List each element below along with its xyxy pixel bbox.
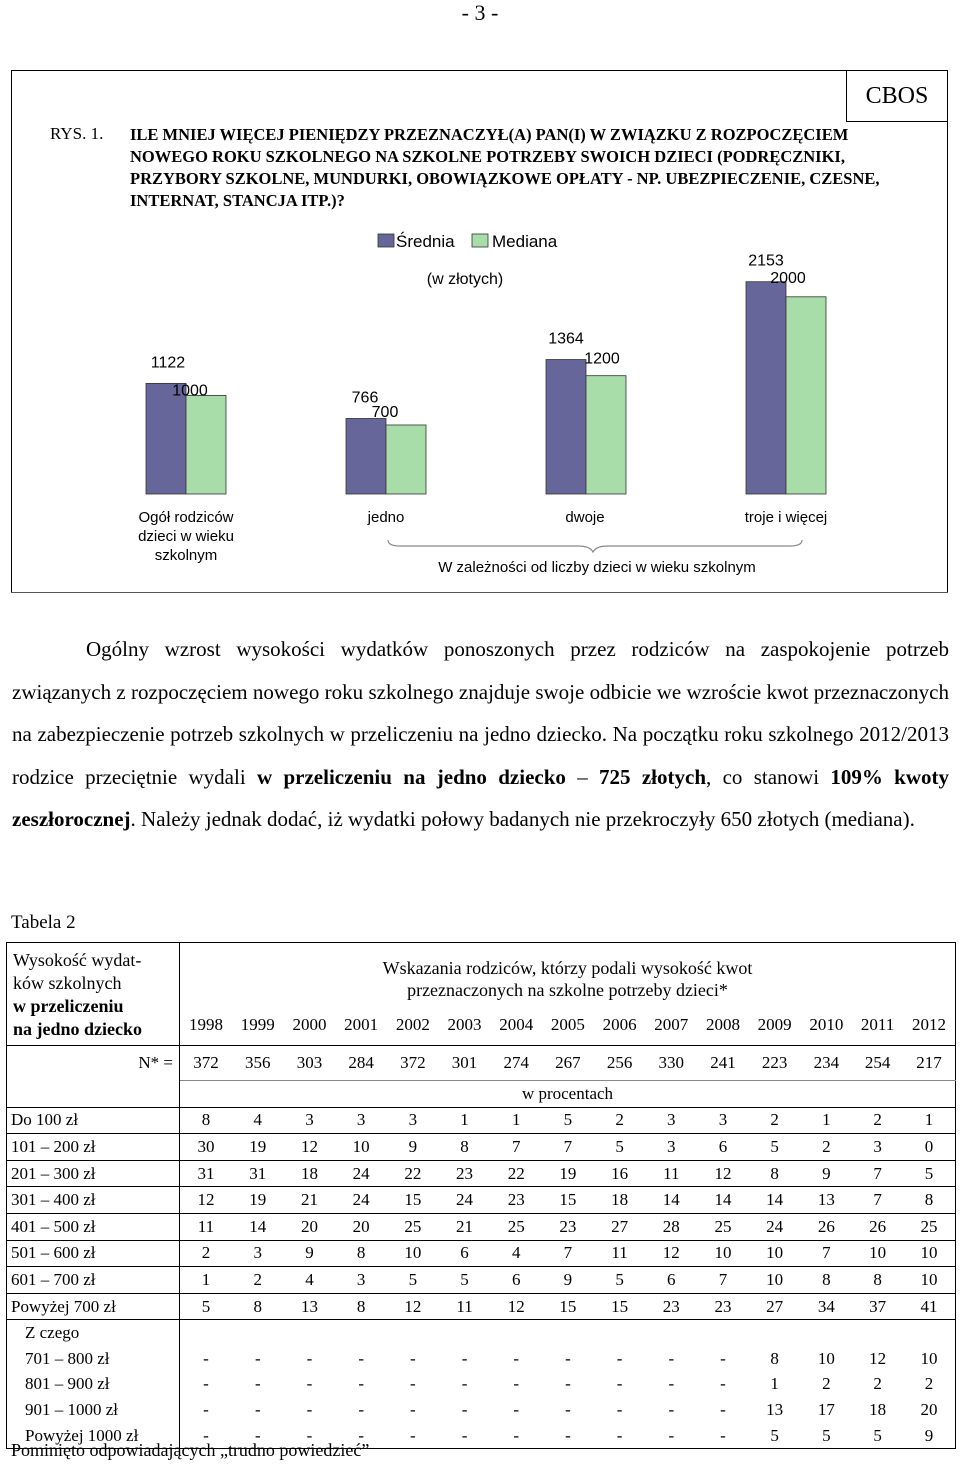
n-label: N* = (7, 1046, 180, 1081)
sub-row-cell: - (335, 1423, 387, 1449)
sub-row-cell: 1 (770, 1374, 779, 1394)
row-cell: 18 (594, 1187, 646, 1214)
row-cell: 24 (335, 1160, 387, 1187)
para-bold-1: w przeliczeniu na jedno dziecko (257, 764, 566, 789)
row-cell: 1 (180, 1267, 232, 1294)
row-label: 201 – 300 zł (7, 1160, 180, 1187)
row-cell: 2 (594, 1107, 646, 1134)
row-cell: 8 (180, 1107, 232, 1134)
sub-row-label: 701 – 800 zł (7, 1346, 180, 1372)
row-cell: 3 (697, 1107, 749, 1134)
sub-row-cell: - (254, 1374, 261, 1394)
row-cell: 10 (387, 1240, 439, 1267)
row-cell: 4 (284, 1267, 336, 1294)
legend-swatch-mediana (472, 234, 488, 247)
sub-row-cell: - (180, 1423, 232, 1449)
row-cell: 3 (232, 1240, 284, 1267)
sub-row-cell: - (254, 1399, 261, 1419)
para-text-2: – (565, 764, 600, 789)
chart-legend (378, 232, 558, 251)
category-label-2: dwoje (565, 509, 605, 526)
percent-spacer (7, 1081, 180, 1108)
n-cell: 372 (387, 1046, 439, 1081)
expenses-table (6, 942, 956, 1449)
n-cell: 241 (697, 1046, 749, 1081)
row-cell: 1 (801, 1107, 853, 1134)
sub-row-cell: - (461, 1348, 468, 1368)
row-cell: 5 (594, 1134, 646, 1161)
year-cell: 2007 (645, 1006, 697, 1046)
year-cell: 2011 (852, 1006, 903, 1046)
category-label-0-line-0: Ogół rodziców (138, 509, 234, 526)
row-cell: 24 (749, 1213, 801, 1240)
year-cell: 2012 (903, 1006, 956, 1046)
sub-row-cell: 10 (903, 1346, 956, 1372)
row-cell: 21 (284, 1187, 336, 1214)
table-row (7, 1134, 956, 1161)
value-label-mediana-3: 2000 (770, 269, 806, 287)
sub-row (7, 1346, 956, 1372)
row-cell: 5 (387, 1267, 439, 1294)
row-cell: 7 (697, 1267, 749, 1294)
sub-row-cell: - (565, 1348, 571, 1368)
row-label: Do 100 zł (7, 1107, 180, 1134)
row-cell: 22 (387, 1160, 439, 1187)
sub-row-cell: - (565, 1399, 571, 1419)
sub-row-cell: - (358, 1374, 364, 1394)
sub-row-cell: - (439, 1423, 491, 1449)
category-label-0-line-1: dzieci w wieku (138, 528, 234, 545)
row-cell: 2 (852, 1107, 903, 1134)
year-cell: 2004 (490, 1006, 542, 1046)
n-row (7, 1046, 956, 1081)
sub-row-cell: - (668, 1374, 675, 1394)
row-cell: 15 (594, 1293, 646, 1320)
sub-label: Z czego (7, 1320, 180, 1346)
row-cell: 15 (542, 1293, 594, 1320)
n-cell: 267 (542, 1046, 594, 1081)
row-cell: 25 (903, 1213, 956, 1240)
row-cell: 6 (490, 1267, 542, 1294)
n-cell: 284 (335, 1046, 387, 1081)
figure-label: RYS. 1. (50, 124, 104, 143)
row-cell: 25 (387, 1213, 439, 1240)
row-cell: 12 (284, 1134, 336, 1161)
row-cell: 8 (801, 1267, 853, 1294)
row-cell: 11 (594, 1240, 646, 1267)
table-row (7, 1187, 956, 1214)
row-cell: 12 (387, 1293, 439, 1320)
year-cell: 2003 (439, 1006, 491, 1046)
row-cell: 16 (594, 1160, 646, 1187)
row-cell: 26 (801, 1213, 853, 1240)
year-cell: 2001 (335, 1006, 387, 1046)
row-cell: 19 (232, 1187, 284, 1214)
category-label-1: jedno (367, 509, 405, 526)
sub-header-row (7, 1320, 956, 1346)
para-text-1: Ogólny wzrost wysokości wydatków ponoszonych przez rodziców na zaspokojenie potrzeb związanych z rozpoczęciem nowego roku szkolnego znajduje swoje odbicie we wzroście kwot przeznaczonych na zabezpieczenie potrzeb szkolnych w przeliczeniu na jedno dziecko. Na początku roku szkolnego 2012/2013 rodzice przeciętnie wydali (12, 637, 949, 789)
sub-row-cell: 20 (903, 1397, 956, 1423)
n-cell: 356 (232, 1046, 284, 1081)
row-cell: 5 (749, 1134, 801, 1161)
row-cell: 24 (439, 1187, 491, 1214)
row-cell: 31 (180, 1160, 232, 1187)
row-cell: 12 (697, 1160, 749, 1187)
bar-mediana-3 (786, 297, 826, 494)
year-cell: 2010 (801, 1006, 853, 1046)
sub-row-cell: - (616, 1374, 623, 1394)
table-row (7, 1213, 956, 1240)
header-top-line: Wskazania rodziców, którzy podali wysokość kwot (382, 958, 753, 979)
row-label: 301 – 400 zł (7, 1187, 180, 1214)
header-left-line: w przeliczeniu (13, 996, 124, 1016)
table-caption: Tabela 2 (11, 912, 76, 933)
row-cell: 4 (232, 1107, 284, 1134)
legend-swatch-srednia (378, 234, 394, 247)
row-cell: 20 (284, 1213, 336, 1240)
row-cell: 14 (749, 1187, 801, 1214)
brace-label: W zależności od liczby dzieci w wieku szkolnym (438, 559, 756, 576)
header-left-line: na jedno dziecko (13, 1019, 143, 1039)
n-cell: 223 (749, 1046, 801, 1081)
bar-mediana-2 (586, 376, 626, 494)
sub-row-cell: - (542, 1423, 594, 1449)
sub-row-cell: - (490, 1423, 542, 1449)
row-cell: 14 (645, 1187, 697, 1214)
value-label-srednia-0: 1122 (150, 354, 186, 372)
sub-row-cell: 8 (770, 1348, 779, 1368)
value-label-mediana-2: 1200 (584, 350, 620, 368)
sub-row-cell: - (410, 1399, 416, 1419)
table-row (7, 1293, 956, 1320)
bar-mediana-1 (386, 425, 426, 494)
sub-row (7, 1372, 956, 1398)
sub-row-cell: 2 (903, 1372, 956, 1398)
n-cell: 372 (180, 1046, 232, 1081)
row-cell: 2 (232, 1267, 284, 1294)
row-cell: 10 (335, 1134, 387, 1161)
row-cell: 21 (439, 1213, 491, 1240)
row-cell: 2 (801, 1134, 853, 1161)
n-cell: 301 (439, 1046, 491, 1081)
row-cell: 23 (697, 1293, 749, 1320)
sub-row-cell: - (203, 1374, 209, 1394)
sub-row-cell: 5 (852, 1423, 903, 1449)
row-cell: 8 (439, 1134, 491, 1161)
row-cell: 5 (180, 1293, 232, 1320)
row-label: 401 – 500 zł (7, 1213, 180, 1240)
sub-row-cell: 17 (817, 1399, 835, 1419)
row-cell: 31 (232, 1160, 284, 1187)
para-bold-2: 725 złotych (599, 764, 707, 789)
row-cell: 8 (903, 1187, 956, 1214)
row-cell: 7 (490, 1134, 542, 1161)
row-label: 601 – 700 zł (7, 1267, 180, 1294)
row-cell: 20 (335, 1213, 387, 1240)
row-cell: 7 (852, 1160, 903, 1187)
year-cell: 2008 (697, 1006, 749, 1046)
bar-chart (0, 0, 960, 600)
row-cell: 5 (903, 1160, 956, 1187)
table-row (7, 1267, 956, 1294)
sub-spacer (180, 1320, 956, 1346)
bar-srednia-1 (346, 418, 386, 494)
year-cell: 2009 (749, 1006, 801, 1046)
row-cell: 23 (645, 1293, 697, 1320)
n-cell: 303 (284, 1046, 336, 1081)
row-cell: 9 (387, 1134, 439, 1161)
row-cell: 13 (801, 1187, 853, 1214)
category-label-0-line-2: szkolnym (154, 547, 218, 564)
year-cell: 2005 (542, 1006, 594, 1046)
sub-row-cell: - (358, 1399, 364, 1419)
sub-row-label: Powyżej 1000 zł (7, 1423, 180, 1449)
legend-label-mediana: Mediana (492, 232, 558, 251)
header-row (7, 943, 956, 1006)
sub-row-cell: - (461, 1399, 468, 1419)
row-cell: 2 (749, 1107, 801, 1134)
row-cell: 9 (284, 1240, 336, 1267)
bar-srednia-3 (746, 282, 786, 494)
year-cell: 2006 (594, 1006, 646, 1046)
row-cell: 11 (439, 1293, 491, 1320)
sub-row-cell: - (461, 1374, 468, 1394)
row-cell: 19 (232, 1134, 284, 1161)
sub-row-cell: - (616, 1399, 623, 1419)
n-cell: 254 (852, 1046, 903, 1081)
sub-row-cell: - (616, 1348, 623, 1368)
row-cell: 3 (335, 1107, 387, 1134)
row-cell: 26 (852, 1213, 903, 1240)
sub-row-cell: - (306, 1348, 313, 1368)
row-cell: 37 (852, 1293, 903, 1320)
row-label: Powyżej 700 zł (7, 1293, 180, 1320)
sub-row-cell: - (410, 1374, 416, 1394)
row-cell: 12 (490, 1293, 542, 1320)
row-cell: 28 (645, 1213, 697, 1240)
category-label-3: troje i więcej (744, 509, 828, 526)
row-cell: 25 (697, 1213, 749, 1240)
row-cell: 3 (852, 1134, 903, 1161)
body-paragraph (12, 628, 949, 841)
chart-unit: (w złotych) (426, 271, 504, 288)
sub-row-cell: - (232, 1423, 284, 1449)
sub-row-cell: - (645, 1423, 697, 1449)
row-cell: 1 (439, 1107, 491, 1134)
row-cell: 7 (852, 1187, 903, 1214)
year-cell: 2000 (284, 1006, 336, 1046)
row-cell: 3 (335, 1267, 387, 1294)
row-cell: 10 (697, 1240, 749, 1267)
table-note: Pominięto odpowiadających „trudno powiedzieć” (11, 1440, 370, 1460)
bar-srednia-0 (146, 383, 186, 494)
sub-row-cell: 5 (801, 1423, 853, 1449)
sub-row-cell: - (668, 1399, 675, 1419)
sub-row-label: 801 – 900 zł (7, 1372, 180, 1398)
row-cell: 6 (645, 1267, 697, 1294)
row-cell: 7 (542, 1134, 594, 1161)
sub-row-cell: - (306, 1399, 313, 1419)
sub-row (7, 1397, 956, 1423)
cbos-badge: CBOS (846, 70, 948, 122)
sub-row-cell: - (254, 1348, 261, 1368)
row-cell: 27 (749, 1293, 801, 1320)
row-cell: 8 (335, 1293, 387, 1320)
row-cell: 4 (490, 1240, 542, 1267)
row-cell: 11 (645, 1160, 697, 1187)
row-cell: 5 (594, 1267, 646, 1294)
bar-srednia-2 (546, 360, 586, 494)
bar-mediana-0 (186, 395, 226, 494)
legend-label-srednia: Średnia (396, 232, 455, 251)
row-label: 501 – 600 zł (7, 1240, 180, 1267)
n-cell: 330 (645, 1046, 697, 1081)
row-cell: 30 (180, 1134, 232, 1161)
sub-row-cell: 2 (822, 1374, 831, 1394)
sub-row-cell: - (697, 1423, 749, 1449)
sub-row-cell: - (720, 1348, 726, 1368)
sub-row-cell: - (513, 1374, 520, 1394)
row-cell: 3 (645, 1134, 697, 1161)
row-cell: 34 (801, 1293, 853, 1320)
value-label-srednia-3: 2153 (748, 252, 784, 270)
row-cell: 8 (335, 1240, 387, 1267)
sub-row-cell: - (513, 1399, 520, 1419)
row-cell: 41 (903, 1293, 956, 1320)
row-cell: 3 (645, 1107, 697, 1134)
row-cell: 14 (697, 1187, 749, 1214)
header-top (180, 943, 956, 1006)
table-row (7, 1107, 956, 1134)
header-left-line: Wysokość wydat- (13, 950, 142, 970)
row-cell: 15 (387, 1187, 439, 1214)
sub-row-cell: - (358, 1348, 364, 1368)
sub-row-cell: 18 (869, 1399, 887, 1419)
row-cell: 7 (801, 1240, 853, 1267)
header-left (7, 943, 180, 1046)
row-cell: 27 (594, 1213, 646, 1240)
row-cell: 14 (232, 1213, 284, 1240)
sub-row-cell: - (387, 1423, 439, 1449)
year-cell: 1998 (180, 1006, 232, 1046)
row-cell: 3 (387, 1107, 439, 1134)
row-cell: 11 (180, 1213, 232, 1240)
n-cell: 274 (490, 1046, 542, 1081)
value-label-srednia-2: 1364 (548, 330, 584, 348)
sub-row-cell: 12 (869, 1348, 887, 1368)
table-row (7, 1160, 956, 1187)
row-cell: 10 (749, 1267, 801, 1294)
sub-row-cell: - (720, 1399, 726, 1419)
row-cell: 23 (490, 1187, 542, 1214)
row-cell: 8 (749, 1160, 801, 1187)
row-cell: 15 (542, 1187, 594, 1214)
row-label: 101 – 200 zł (7, 1134, 180, 1161)
sub-row-cell: - (410, 1348, 416, 1368)
n-cell: 217 (903, 1046, 956, 1081)
row-cell: 10 (749, 1240, 801, 1267)
sub-row-cell: - (720, 1374, 726, 1394)
row-cell: 18 (284, 1160, 336, 1187)
percent-row (7, 1081, 956, 1108)
row-cell: 19 (542, 1160, 594, 1187)
page-number: - 3 - (461, 0, 499, 25)
value-label-mediana-0: 1000 (172, 382, 208, 400)
row-cell: 5 (542, 1107, 594, 1134)
row-cell: 3 (284, 1107, 336, 1134)
row-cell: 23 (439, 1160, 491, 1187)
row-cell: 12 (645, 1240, 697, 1267)
row-cell: 5 (439, 1267, 491, 1294)
row-cell: 2 (180, 1240, 232, 1267)
row-cell: 9 (801, 1160, 853, 1187)
header-left-line: ków szkolnych (13, 973, 122, 993)
value-label-srednia-1: 766 (351, 389, 379, 407)
para-text-4: . Należy jednak dodać, iż wydatki połowy badanych nie przekroczyły 650 złotych (mediana). (130, 807, 915, 831)
survey-question: ILE MNIEJ WIĘCEJ PIENIĘDZY PRZEZNACZYŁ(A) PAN(I) W ZWIĄZKU Z ROZPOCZĘCIEM NOWEGO ROKU SZKOLNEGO NA SZKOLNE POTRZEBY SWOICH DZIECI (PODRĘCZNIKI, PRZYBORY SZKOLNE, MUNDURKI, OBOWIĄZKOWE OPŁATY - NP. UBEZPIECZENIE, CZESNE, INTERNAT, STANCJA ITP.)? (130, 125, 880, 210)
row-cell: 8 (232, 1293, 284, 1320)
row-cell: 0 (903, 1134, 956, 1161)
row-cell: 10 (852, 1240, 903, 1267)
row-cell: 24 (335, 1187, 387, 1214)
row-cell: 13 (284, 1293, 336, 1320)
para-bold-3: 109% kwoty zeszłorocznej (12, 764, 950, 831)
n-cell: 256 (594, 1046, 646, 1081)
sub-row-cell: 5 (749, 1423, 801, 1449)
row-cell: 6 (697, 1134, 749, 1161)
value-label-mediana-1: 700 (371, 403, 399, 421)
sub-row-cell: - (594, 1423, 646, 1449)
table-row (7, 1240, 956, 1267)
header-top-line: przeznaczonych na szkolne potrzeby dzieci* (407, 980, 728, 1001)
year-cell: 1999 (232, 1006, 284, 1046)
sub-row-cell: - (513, 1348, 520, 1368)
n-cell: 234 (801, 1046, 853, 1081)
sub-row-cell: - (306, 1374, 313, 1394)
sub-row-cell: - (668, 1348, 675, 1368)
row-cell: 6 (439, 1240, 491, 1267)
sub-row-cell: 10 (817, 1348, 835, 1368)
sub-row-cell: - (203, 1348, 209, 1368)
year-cell: 2002 (387, 1006, 439, 1046)
row-cell: 7 (542, 1240, 594, 1267)
row-cell: 9 (542, 1267, 594, 1294)
row-cell: 25 (490, 1213, 542, 1240)
sub-row-cell: 13 (766, 1399, 784, 1419)
row-cell: 10 (903, 1267, 956, 1294)
sub-row-label: 901 – 1000 zł (7, 1397, 180, 1423)
sub-row-cell: 2 (873, 1374, 882, 1394)
row-cell: 8 (852, 1267, 903, 1294)
grouping-brace (388, 540, 802, 552)
sub-row-cell: 9 (903, 1423, 956, 1449)
sub-row-cell: - (203, 1399, 209, 1419)
para-text-3: , co stanowi (706, 764, 831, 789)
row-cell: 1 (903, 1107, 956, 1134)
percent-label: w procentach (180, 1081, 956, 1108)
row-cell: 22 (490, 1160, 542, 1187)
row-cell: 10 (903, 1240, 956, 1267)
sub-row-cell: - (565, 1374, 571, 1394)
sub-row-cell: - (284, 1423, 336, 1449)
row-cell: 1 (490, 1107, 542, 1134)
row-cell: 12 (180, 1187, 232, 1214)
row-cell: 23 (542, 1213, 594, 1240)
